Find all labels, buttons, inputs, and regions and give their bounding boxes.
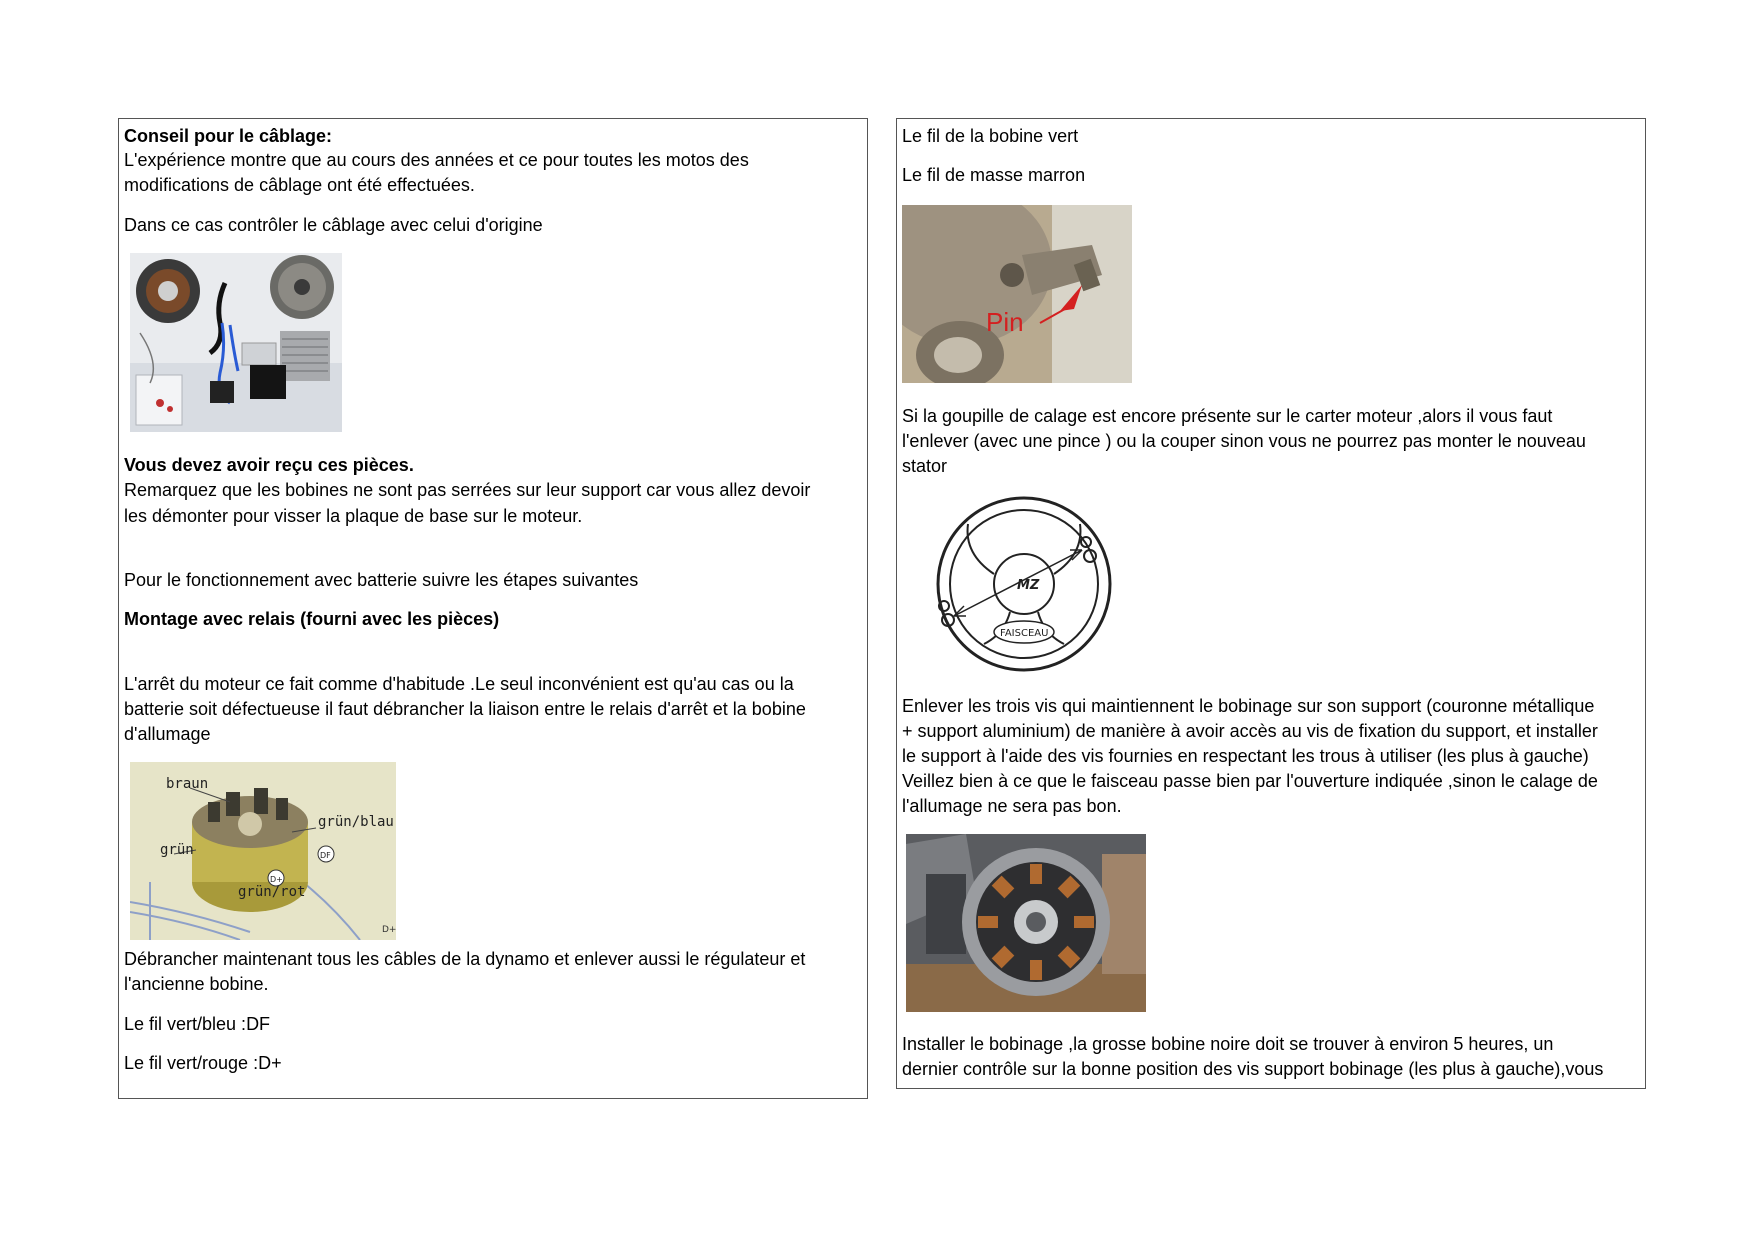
pin-line-3: stator	[902, 456, 948, 476]
disconnect-line-1: Débrancher maintenant tous les câbles de la dynamo et enlever aussi le régulateur et	[124, 949, 806, 969]
parts-line-2: les démonter pour visser la plaque de base sur le moteur.	[124, 506, 583, 526]
wire-green-text: Le fil de la bobine vert	[902, 126, 1079, 146]
parts-heading: Vous devez avoir reçu ces pièces.	[124, 455, 414, 475]
pin-line-2: l'enlever (avec une pince ) ou la couper sinon vous ne pourrez pas monter le nouveau	[902, 431, 1586, 451]
wire-ground-text: Le fil de masse marron	[902, 165, 1086, 185]
relay-heading: Montage avec relais (fourni avec les pièces)	[124, 609, 500, 629]
diagram-mz-label: MZ	[1017, 578, 1040, 593]
screws-line-2: + support aluminium) de manière à avoir accès au vis de fixation du support, et installer	[902, 721, 1598, 741]
label-corner-dplus: D+	[382, 925, 396, 935]
battery-steps-text: Pour le fonctionnement avec batterie suivre les étapes suivantes	[124, 570, 639, 590]
install-line-2: dernier contrôle sur la bonne position des vis support bobinage (les plus à gauche),vous	[902, 1059, 1604, 1079]
label-braun: braun	[166, 776, 209, 792]
screws-line-3: le support à l'aide des vis fournies en respectant les trous à utiliser (les plus à gauche)	[902, 746, 1589, 766]
screws-line-5: l'allumage ne sera pas bon.	[902, 796, 1122, 816]
pin-line-1: Si la goupille de calage est encore présente sur le carter moteur ,alors il vous faut	[902, 406, 1553, 426]
parts-line-1: Remarquez que les bobines ne sont pas serrées sur leur support car vous allez devoir	[124, 480, 811, 500]
diagram-faisceau-label: FAISCEAU	[1000, 628, 1049, 639]
check-wiring-text: Dans ce cas contrôler le câblage avec celui d'origine	[124, 215, 543, 235]
heading-wiring-advice: Conseil pour le câblage:	[124, 126, 333, 146]
pin-label: Pin	[986, 307, 1024, 337]
disconnect-line-2: l'ancienne bobine.	[124, 974, 269, 994]
screws-line-4: Veillez bien à ce que le faisceau passe bien par l'ouverture indiquée ,sinon le calage de	[902, 771, 1598, 791]
label-gruen-rot: grün/rot	[238, 884, 306, 900]
stop-line-1: L'arrêt du moteur ce fait comme d'habitude .Le seul inconvénient est qu'au cas ou la	[124, 674, 794, 694]
label-gruen: grün	[160, 842, 194, 858]
label-gruen-blau: grün/blau	[318, 814, 394, 830]
label-dplus: D+	[270, 875, 283, 884]
wire-df-text: Le fil vert/bleu :DF	[124, 1014, 271, 1034]
stop-line-2: batterie soit défectueuse il faut débrancher la liaison entre le relais d'arrêt et la bobine	[124, 699, 806, 719]
parts-kit-photo	[130, 253, 342, 432]
screws-line-1: Enlever les trois vis qui maintiennent le bobinage sur son support (couronne métallique	[902, 696, 1595, 716]
intro-line-1: L'expérience montre que au cours des années et ce pour toutes les motos des	[124, 150, 749, 170]
dynamo-wiring-photo	[130, 762, 396, 940]
installed-stator-photo	[906, 834, 1146, 1012]
wire-dplus-text: Le fil vert/rouge :D+	[124, 1053, 282, 1073]
stator-plate-diagram	[924, 494, 1124, 674]
intro-line-2: modifications de câblage ont été effectuées.	[124, 175, 475, 195]
install-line-1: Installer le bobinage ,la grosse bobine noire doit se trouver à environ 5 heures, un	[902, 1034, 1554, 1054]
stop-line-3: d'allumage	[124, 724, 211, 744]
label-df: DF	[320, 851, 331, 860]
locating-pin-photo	[902, 205, 1132, 383]
